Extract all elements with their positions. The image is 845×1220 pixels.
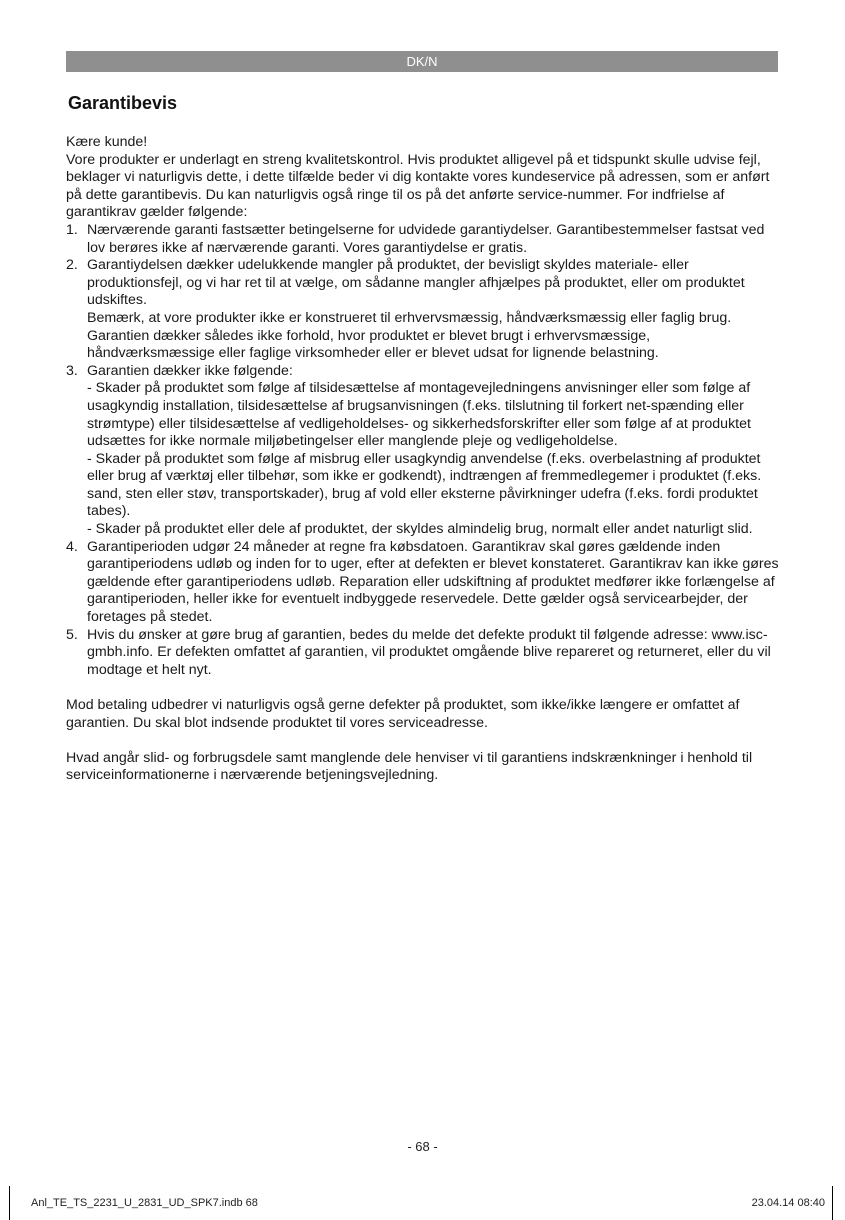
crop-mark-right bbox=[832, 1186, 833, 1220]
crop-mark-left bbox=[9, 1186, 10, 1220]
salutation: Kære kunde! bbox=[66, 134, 148, 150]
list-item-text: Hvis du ønsker at gøre brug af garantien, bedes du melde det defekte produkt til følgende adresse: www.isc-gmbh.info. Er defekten omfattet af garantien, vil produktet omgående blive repareret og returneret, eller du vil modtage et helt nyt. bbox=[87, 626, 771, 678]
list-item bbox=[66, 257, 781, 363]
page-title: Garantibevis bbox=[68, 93, 178, 113]
warranty-content bbox=[66, 134, 781, 785]
closing-paragraph-paid-repair: Mod betaling udbedrer vi naturligvis også gerne defekter på produktet, som ikke/ikke længere er omfattet af garantien. Du skal blot indsende produktet til vores serviceadresse. bbox=[66, 697, 740, 731]
list-item-number: 3. bbox=[66, 362, 78, 379]
list-item-text: Bemærk, at vore produkter ikke er konstrueret til erhvervsmæssig, håndværksmæssig eller faglig brug. Garantien dækker således ikke forhold, hvor produktet er blevet brugt i erhvervsmæssige, håndværksmæssige eller faglige virksomheder eller er blevet udsat for lignende belastning. bbox=[87, 309, 732, 362]
warranty-terms-list bbox=[66, 222, 781, 679]
list-item bbox=[66, 539, 781, 627]
list-item-number: 4. bbox=[66, 538, 78, 555]
language-header-bar bbox=[66, 51, 778, 72]
list-item-number: 2. bbox=[66, 257, 78, 274]
list-item-text: - Skader på produktet som følge af tilsidesættelse af montagevejledningens anvisninger eller som følge af usagkyndig installation, tilsidesættelse af brugsanvisningen (f.eks. tilslutning til forkert net-spænding eller strømtype) eller tilsidesættelse af vedligeholdelses- og sikkerhedsforskrifter eller som følge af at produktet udsættes for ikke normale miljøbetingelser eller manglende pleje og vedligeholdelse. bbox=[87, 380, 751, 450]
list-item-number: 1. bbox=[66, 221, 78, 238]
list-item-text: Garantien dækker ikke følgende: bbox=[87, 362, 293, 379]
list-item-text: - Skader på produktet som følge af misbrug eller usagkyndig anvendelse (f.eks. overbelastning af produktet eller brug af værktøj eller tilbehør, som ikke er godkendt), indtrængen af fremmedlegemer i produktet (f.eks. sand, sten eller støv, transportskader), brug af vold eller eksterne påvirkninger udefra (f.eks. fordi produktet tabes). bbox=[87, 450, 762, 520]
page-number: - 68 - bbox=[407, 1139, 438, 1154]
list-item-text: Garantiperioden udgør 24 måneder at regne fra købsdatoen. Garantikrav skal gøres gældende inden garantiperiodens udløb og inden for to uger, efter at defekten er blevet konstateret. Garantikrav kan ikke gøres gældende efter garantiperiodens udløb. Reparation eller udskiftning af produktet medfører ikke forlængelse af garantiperioden, heller ikke for eventuelt indbyggede reservedele. Dette gælder også servicearbejder, der foretages på stedet. bbox=[87, 538, 779, 626]
list-item bbox=[66, 222, 781, 257]
list-item bbox=[66, 363, 781, 539]
list-item-text: - Skader på produktet eller dele af produktet, der skyldes almindelig brug, normalt eller andet naturligt slid. bbox=[87, 521, 753, 538]
list-item-number: 5. bbox=[66, 626, 78, 643]
footer-timestamp: 23.04.14 08:40 bbox=[751, 1197, 825, 1209]
list-item bbox=[66, 627, 781, 680]
intro-paragraph: Vore produkter er underlagt en streng kvalitetskontrol. Hvis produktet alligevel på et tidspunkt skulle udvise fejl, beklager vi naturligvis dette, i dette tilfælde beder vi dig kontakte vores kundeservice på adressen, som er anført på dette garantibevis. Du kan naturligvis også ringe til os på det anførte service-nummer. For indfrielse af garantikrav gælder følgende: bbox=[66, 151, 770, 221]
closing-paragraph-wear-parts: Hvad angår slid- og forbrugsdele samt manglende dele henviser vi til garantiens indskrænkninger i henhold til serviceinformationerne i nærværende betjeningsvejledning. bbox=[66, 749, 753, 784]
list-item-text: Nærværende garanti fastsætter betingelserne for udvidede garantiydelser. Garantibestemmelser fastsat ved lov berøres ikke af nærværende garanti. Vores garantiydelse er gratis. bbox=[87, 221, 765, 256]
list-item-text: Garantiydelsen dækker udelukkende mangler på produktet, der bevisligt skyldes materiale- eller produktionsfejl, og vi har ret til at vælge, om sådanne mangler afhjælpes på produktet, eller om produktet udskiftes. bbox=[87, 257, 745, 309]
footer-file-name: Anl_TE_TS_2231_U_2831_UD_SPK7.indb 68 bbox=[31, 1197, 258, 1209]
language-label: DK/N bbox=[406, 54, 438, 69]
